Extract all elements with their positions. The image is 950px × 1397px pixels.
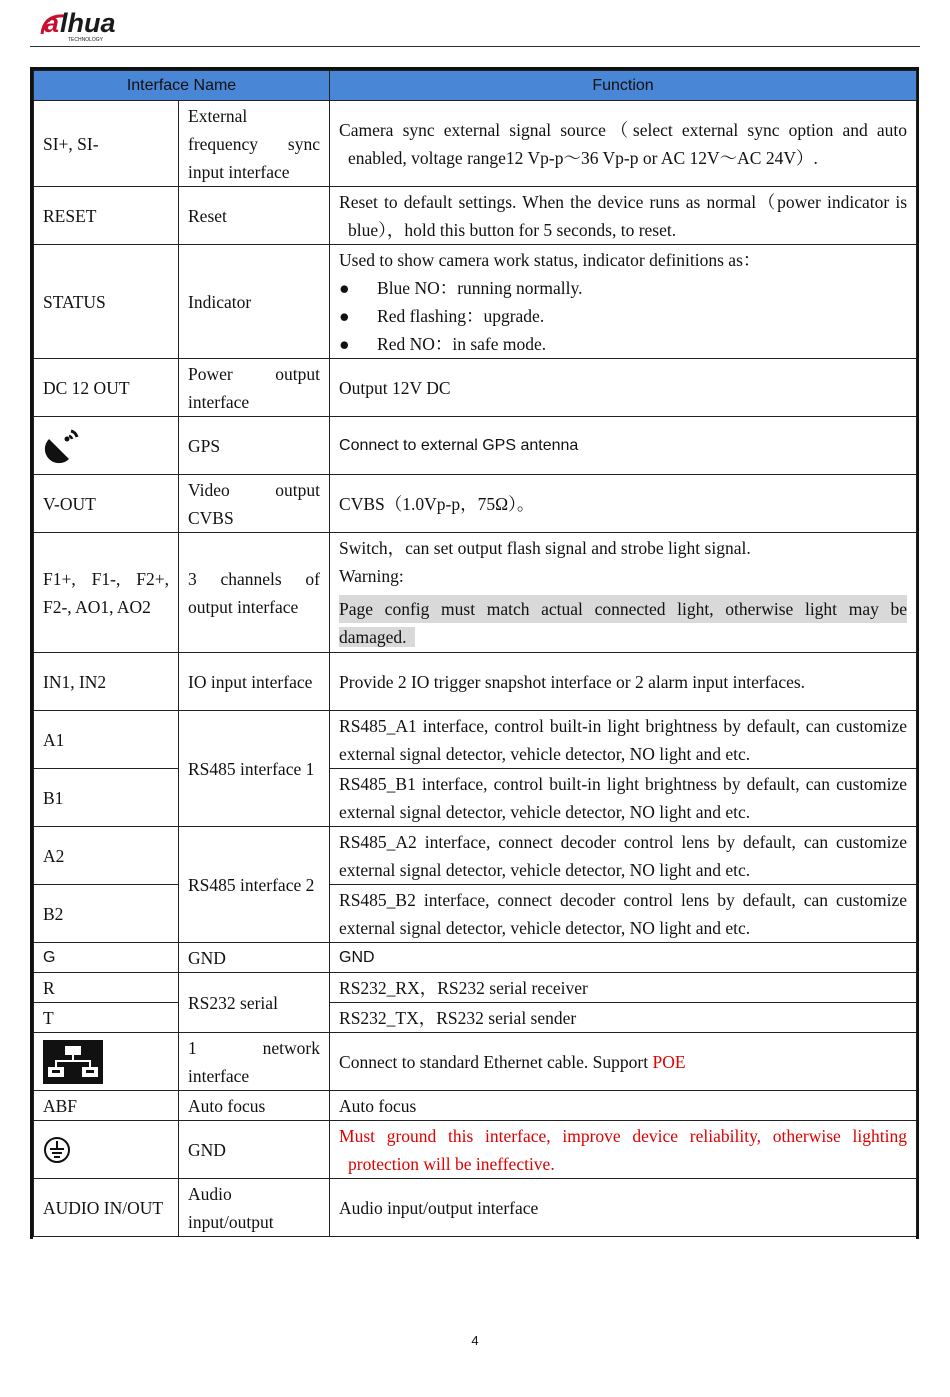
interface-name: T	[34, 1003, 179, 1033]
bullet-symbol: ●	[339, 305, 350, 326]
interface-function: RS485_A2 interface, connect decoder control lens by default, can customize external signal detector, vehicle detector, NO light and etc.	[330, 827, 917, 885]
interface-name: F1+, F1-, F2+, F2-, AO1, AO2	[34, 533, 179, 653]
interface-name: ABF	[34, 1091, 179, 1121]
interface-function: Output 12V DC	[330, 359, 917, 417]
bullet-symbol: ●	[339, 333, 350, 354]
interface-type: RS485 interface 1	[179, 711, 330, 827]
table-row	[34, 973, 917, 1003]
interface-icon-cell	[34, 1121, 179, 1179]
interface-name: DC 12 OUT	[34, 359, 179, 417]
interface-type: Auto focus	[179, 1091, 330, 1121]
warning-text-line: Page config must match actual connected light, otherwise light may be	[339, 595, 907, 623]
interface-function: Connect to external GPS antenna	[330, 417, 917, 475]
interface-type: IO input interface	[179, 653, 330, 711]
svg-text:lhua: lhua	[60, 8, 116, 38]
dahua-logo	[40, 8, 150, 44]
interface-function: CVBS（1.0Vp-p，75Ω）。	[330, 475, 917, 533]
interface-name: V-OUT	[34, 475, 179, 533]
interface-icon-cell	[34, 417, 179, 475]
interface-type: Video output CVBS	[179, 475, 330, 533]
table-row	[34, 769, 917, 827]
table-row	[34, 1121, 917, 1179]
interface-type: RS485 interface 2	[179, 827, 330, 943]
table-row	[34, 187, 917, 245]
table-row	[34, 711, 917, 769]
interface-name: SI+, SI-	[34, 101, 179, 187]
function-text: Must ground this interface, improve device reliability, otherwise lighting protection will be ineffective.	[339, 1125, 908, 1174]
interface-type: External frequency sync input interface	[179, 101, 330, 187]
interface-type: Power output interface	[179, 359, 330, 417]
interface-type: GND	[179, 1121, 330, 1179]
table-row	[34, 475, 917, 533]
function-intro: Used to show camera work status, indicator definitions as：	[339, 249, 761, 270]
interface-type: 3 channels of output interface	[179, 533, 330, 653]
function-text: Connect to standard Ethernet cable. Support	[339, 1051, 653, 1072]
warning-label: Warning:	[339, 566, 404, 586]
interface-table	[33, 70, 917, 1237]
gps-antenna-icon	[43, 427, 81, 465]
poe-highlight: POE	[652, 1051, 686, 1072]
table-row	[34, 1003, 917, 1033]
interface-type: GND	[179, 943, 330, 973]
table-row	[34, 653, 917, 711]
interface-type: 1 network interface	[179, 1033, 330, 1091]
svg-text:TECHNOLOGY: TECHNOLOGY	[68, 37, 104, 43]
interface-name: R	[34, 973, 179, 1003]
interface-function	[330, 101, 917, 187]
interface-name: STATUS	[34, 245, 179, 359]
header-function: Function	[330, 71, 917, 101]
table-row	[34, 885, 917, 943]
function-text: Reset to default settings. When the device runs as normal（power indicator is blue），hold this button for 5 seconds, to reset.	[339, 191, 908, 240]
interface-function: RS485_B1 interface, control built-in light brightness by default, can customize external signal detector, vehicle detector, NO light and etc.	[330, 769, 917, 827]
function-line: Switch，can set output flash signal and strobe light signal.	[339, 538, 751, 558]
interface-function	[330, 245, 917, 359]
interface-function: RS485_B2 interface, connect decoder control lens by default, can customize external signal detector, vehicle detector, NO light and etc.	[330, 885, 917, 943]
interface-icon-cell	[34, 1033, 179, 1091]
header-rule	[30, 46, 920, 47]
interface-type: Reset	[179, 187, 330, 245]
page-number: 4	[471, 1333, 479, 1348]
interface-name: RESET	[34, 187, 179, 245]
status-bullet: ● Red NO：in safe mode.	[339, 330, 907, 358]
interface-function	[330, 533, 917, 653]
function-text: Camera sync external signal source（select external sync option and auto enabled, voltage range12 Vp-p～36 Vp-p or AC 12V～AC 24V）.	[339, 119, 908, 168]
status-bullet: ● Red flashing：upgrade.	[339, 302, 907, 330]
interface-function: RS232_RX，RS232 serial receiver	[330, 973, 917, 1003]
interface-type: Audio input/output	[179, 1179, 330, 1237]
table-row	[34, 1091, 917, 1121]
interface-function: Auto focus	[330, 1091, 917, 1121]
interface-name: A1	[34, 711, 179, 769]
svg-text:a: a	[44, 8, 60, 38]
header-interface-name: Interface Name	[34, 71, 330, 101]
warning-text-line: damaged.	[339, 627, 415, 647]
protective-ground-icon	[43, 1136, 71, 1164]
status-bullet: ● Blue NO：running normally.	[339, 274, 907, 302]
table-row	[34, 827, 917, 885]
interface-function	[330, 187, 917, 245]
interface-function: GND	[330, 943, 917, 973]
interface-function: Provide 2 IO trigger snapshot interface or 2 alarm input interfaces.	[330, 653, 917, 711]
table-row	[34, 101, 917, 187]
interface-function: RS485_A1 interface, control built-in light brightness by default, can customize external signal detector, vehicle detector, NO light and etc.	[330, 711, 917, 769]
interface-function	[330, 1121, 917, 1179]
interface-type: RS232 serial	[179, 973, 330, 1033]
table-row	[34, 1033, 917, 1091]
interface-name: B1	[34, 769, 179, 827]
bullet-symbol: ●	[339, 277, 350, 298]
interface-function: RS232_TX，RS232 serial sender	[330, 1003, 917, 1033]
table-row	[34, 533, 917, 653]
interface-type: GPS	[179, 417, 330, 475]
table-row	[34, 1179, 917, 1237]
interface-name: IN1, IN2	[34, 653, 179, 711]
interface-name: AUDIO IN/OUT	[34, 1179, 179, 1237]
table-row	[34, 359, 917, 417]
table-row	[34, 943, 917, 973]
table-row	[34, 417, 917, 475]
table-header-row	[34, 71, 917, 101]
interface-type: Indicator	[179, 245, 330, 359]
interface-name: G	[34, 943, 179, 973]
table-row	[34, 245, 917, 359]
interface-name: A2	[34, 827, 179, 885]
interface-name: B2	[34, 885, 179, 943]
interface-function: Audio input/output interface	[330, 1179, 917, 1237]
ethernet-port-icon	[43, 1040, 103, 1084]
interface-function	[330, 1033, 917, 1091]
